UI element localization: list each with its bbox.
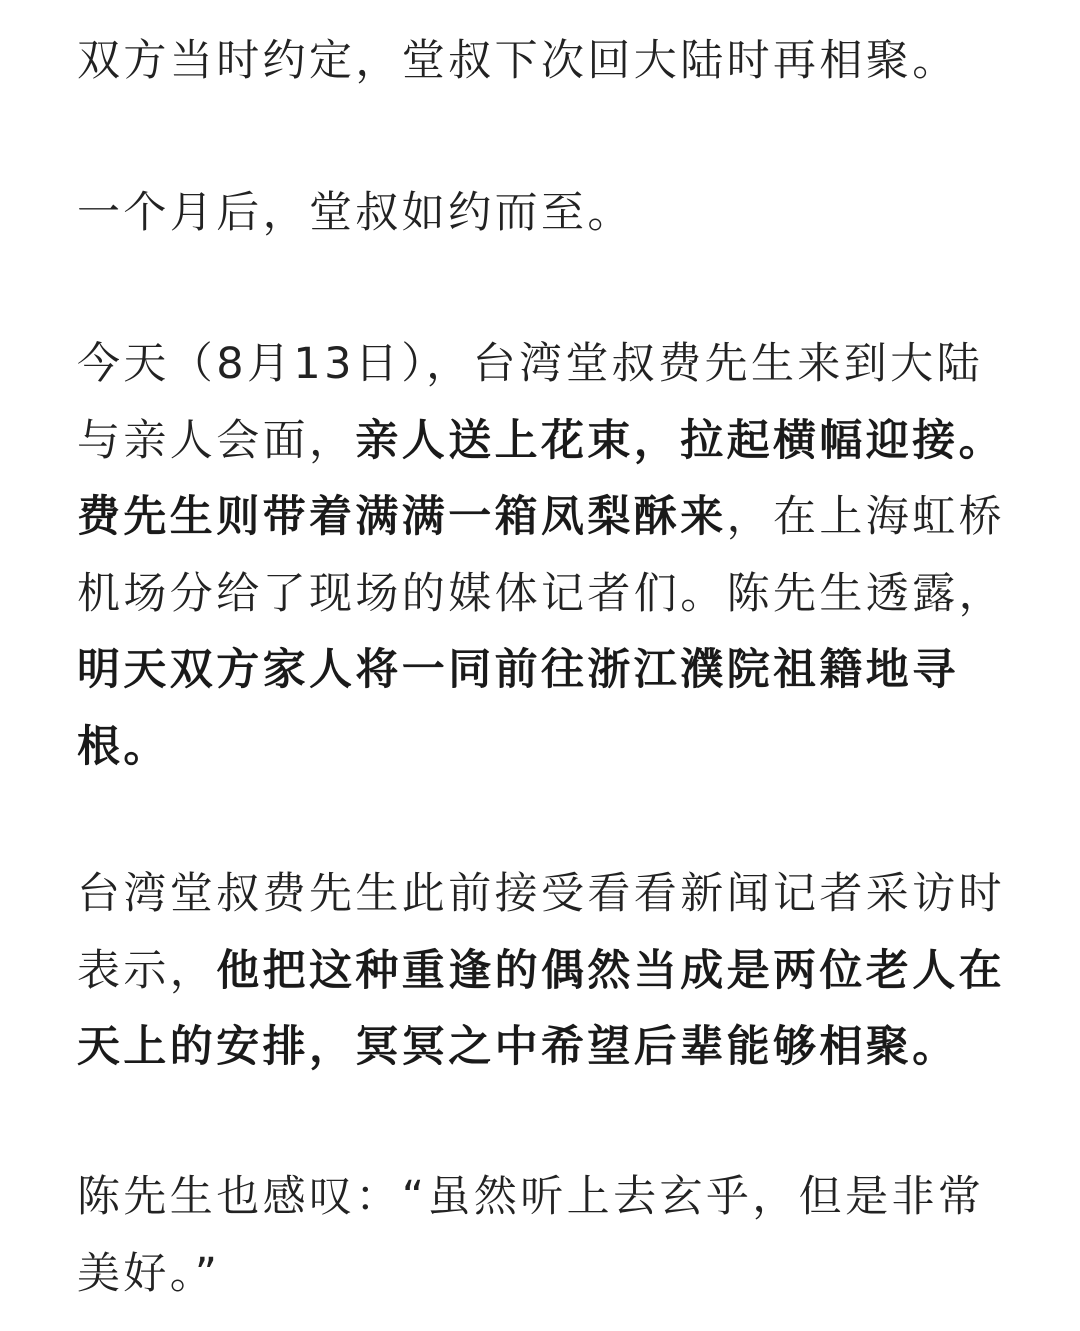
bold-text-segment: 他把这种重逢的偶然当成是两位老人在天上的安排，冥冥之中希望后辈能够相聚。 bbox=[77, 945, 1006, 1072]
paragraph-reunion-today bbox=[77, 326, 1007, 785]
paragraph-agreement bbox=[77, 23, 1007, 100]
quote-text: 陈先生也感叹：“虽然听上去玄乎，但是非常美好。” bbox=[77, 1172, 985, 1299]
paragraph-interview bbox=[77, 856, 1007, 1086]
paragraph-month-later bbox=[77, 175, 1007, 252]
text-segment: 一个月后，堂叔如约而至。 bbox=[77, 188, 634, 238]
text-segment: 今天（8月13日），台湾堂叔费先生来到大陆与亲人会面， bbox=[77, 339, 983, 466]
bold-text-segment: 明天双方家人将一同前往浙江濮院祖籍地寻根。 bbox=[77, 645, 959, 772]
text-segment: 双方当时约定，堂叔下次回大陆时再相聚。 bbox=[77, 36, 959, 86]
text-segment: ，在上海虹桥机场分给了现场的媒体记者们。陈先生透露， bbox=[77, 492, 1006, 619]
text-segment: 台湾堂叔费先生此前接受看看新闻记者采访时表示， bbox=[77, 869, 1005, 996]
paragraph-quote bbox=[77, 1159, 1007, 1312]
bold-text-segment: 亲人送上花束，拉起横幅迎接。费先生则带着满满一箱凤梨酥来 bbox=[77, 415, 1006, 542]
